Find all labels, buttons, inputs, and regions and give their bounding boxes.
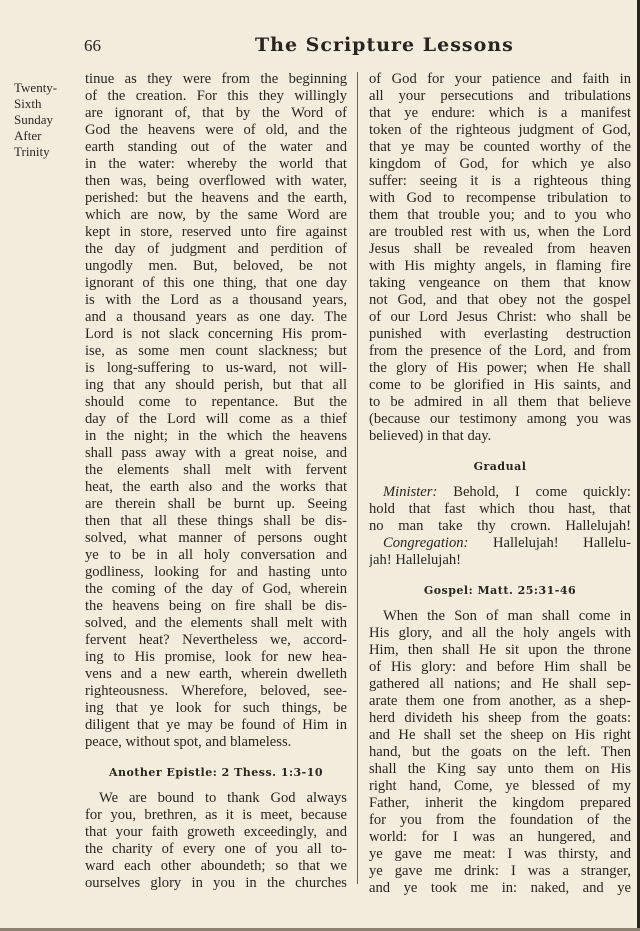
text-line: then was, being overflowed with water, <box>85 173 347 189</box>
page-number: 66 <box>84 36 101 55</box>
text-line: world: for I was an hungered, and <box>369 829 631 845</box>
text-line: right hand, Come, ye blessed of my <box>369 778 631 794</box>
text-line: ing that any should perish, but that all <box>85 377 347 393</box>
text-line: suffer: seeing it is a righteous thing <box>369 173 631 189</box>
text-line: of the creation. For this they willingly <box>85 88 347 104</box>
text-line: Lord is not slack concerning His prom- <box>85 326 347 342</box>
gradual-congregation-text <box>369 552 631 569</box>
text-line: come to be glorified in His saints, and <box>369 377 631 393</box>
sunday-label-line: Twenty- <box>14 80 58 95</box>
text-line: which are now, by the same Word are <box>85 207 347 223</box>
text-line: Jesus shall be revealed from heaven <box>369 241 631 257</box>
text-line: the heavens being on fire shall be dis- <box>85 598 347 614</box>
text-line: from the presence of the Lord, and from <box>369 343 631 359</box>
text-line: that ye may be counted worthy of the <box>369 139 631 155</box>
text-line: peace, without spot, and blameless. <box>85 734 292 750</box>
text-line: arate them one from another, as a shep- <box>369 693 631 709</box>
text-line: and He shall set the sheep on His right <box>369 727 631 743</box>
text-line: ise, as some men count slackness; but <box>85 343 347 359</box>
text-line: is with the Lord as a thousand years, <box>85 292 347 308</box>
another-epistle-heading: Another Epistle: 2 Thess. 1:3-10 <box>108 766 324 779</box>
text-line: should come to repentance. But the <box>85 394 347 410</box>
text-line: day of the Lord will come as a thief <box>85 411 347 427</box>
text-line: are therein shall be burnt up. Seeing <box>85 496 347 512</box>
text-line: the day of judgment and perdition of <box>85 241 347 257</box>
sunday-label <box>14 80 80 160</box>
text-line: ungodly men. But, beloved, be not <box>85 258 347 274</box>
gradual-minister-line <box>369 484 631 501</box>
text-line: ing that ye look for such things, be <box>85 700 347 716</box>
text-line: ye gave me drink: I was a stranger, <box>369 863 631 879</box>
text-line: ye gave me meat: I was thirsty, and <box>369 846 631 862</box>
text-line: godliness, looking for and hasting unto <box>85 564 347 580</box>
epistle-text <box>85 71 347 751</box>
text-line: perished: but the heavens and the earth, <box>85 190 347 206</box>
text-line: that ye endure: which is a manifest <box>369 105 631 121</box>
minister-label: Minister: <box>383 484 438 500</box>
text-line: not God, and that obey not the gospel <box>369 292 631 308</box>
text-line: His glory, and all the holy angels with <box>369 625 631 641</box>
text-line: them that trouble you; and to you who <box>369 207 631 223</box>
text-line: diligent that ye may be found of Him in <box>85 717 347 733</box>
text-line: kept in store, reserved unto fire against <box>85 224 347 240</box>
sunday-label-line: Sixth <box>14 96 42 111</box>
text-line: We are bound to thank God always <box>99 790 347 806</box>
running-title: The Scripture Lessons <box>255 34 514 56</box>
text-line: are ignorant of, that by the Word of <box>85 105 347 121</box>
congregation-text: Hallelujah! Hallelu- <box>468 535 631 551</box>
sunday-label-line: After <box>14 128 42 143</box>
text-line: with His mighty angels, in flaming fire <box>369 258 631 274</box>
text-line: the glory of His power; when He shall <box>369 360 631 376</box>
minister-text: Behold, I come quickly: <box>437 484 631 500</box>
text-line: solved, what manner of persons ought <box>85 530 347 546</box>
text-line: in the night; in the which the heavens <box>85 428 347 444</box>
text-line: then that all these things shall be dis- <box>85 513 347 529</box>
text-line: vens and a new earth, wherein dwelleth <box>85 666 347 682</box>
gospel-heading: Gospel: Matt. 25:31-46 <box>423 584 577 597</box>
text-line: shall pass away with a great noise, and <box>85 445 347 461</box>
text-line: tinue as they were from the beginning <box>85 71 347 87</box>
right-column <box>369 71 631 897</box>
text-line: are troubled rest with us, when the Lord <box>369 224 631 240</box>
text-line: that your faith groweth exceedingly, and <box>85 824 347 840</box>
text-line: with God to recompense tribulation to <box>369 190 631 206</box>
text-line: for you, brethren, as it is meet, because <box>85 807 347 823</box>
text-line: token of the righteous judgment of God, <box>369 122 631 138</box>
congregation-label: Congregation: <box>383 535 469 551</box>
gospel-text <box>369 608 631 897</box>
text-line: to be admired in all them that believe <box>369 394 631 410</box>
gradual-congregation-line <box>369 535 631 552</box>
text-line: all your persecutions and tribulations <box>369 88 631 104</box>
text-line: hold that fast which thou hast, that <box>369 501 631 517</box>
text-line: punished with everlasting destruction <box>369 326 631 342</box>
text-line: gathered all nations; and He shall sep- <box>369 676 631 692</box>
text-line: in the water: whereby the world that <box>85 156 347 172</box>
left-column <box>85 71 347 892</box>
text-line: taking vengeance on them that know <box>369 275 631 291</box>
text-line: for you from the foundation of the <box>369 812 631 828</box>
text-line: earth standing out of the water and <box>85 139 347 155</box>
sunday-label-line: Sunday <box>14 112 53 127</box>
text-line: ward each other aboundeth; so that we <box>85 858 347 874</box>
text-line: ignorant of this one thing, that one day <box>85 275 347 291</box>
text-line: is long-suffering to us-ward, not will- <box>85 360 347 376</box>
text-line: the charity of every one of you all to- <box>85 841 347 857</box>
text-line: ourselves glory in you in the churches <box>85 875 347 891</box>
text-line: solved, and the elements shall melt with <box>85 615 347 631</box>
sunday-label-line: Trinity <box>14 144 50 159</box>
text-line: Him, then shall He sit upon the throne <box>369 642 631 658</box>
another-epistle-text <box>85 790 347 892</box>
text-line: God the heavens were of old, and the <box>85 122 347 138</box>
text-line: and ye took me in: naked, and ye <box>369 880 631 896</box>
text-line: Father, inherit the kingdom prepared <box>369 795 631 811</box>
text-line: jah! Hallelujah! <box>369 552 461 568</box>
text-line: When the Son of man shall come in <box>383 608 631 624</box>
text-line: herd divideth his sheep from the goats: <box>369 710 631 726</box>
text-line: fervent heat? Nevertheless we, accord- <box>85 632 347 648</box>
text-line: and a thousand years as one day. The <box>85 309 347 325</box>
text-line: righteousness. Wherefore, beloved, see- <box>85 683 347 699</box>
text-line: the elements shall melt with fervent <box>85 462 347 478</box>
text-line: believed) in that day. <box>369 428 492 444</box>
gradual-heading: Gradual <box>473 460 527 473</box>
gradual-minister-text <box>369 501 631 535</box>
text-line: shall the King say unto them on His <box>369 761 631 777</box>
text-line: kingdom of God, for which ye also <box>369 156 631 172</box>
text-line: of God for your patience and faith in <box>369 71 631 87</box>
text-line: the coming of the day of God, wherein <box>85 581 347 597</box>
text-line: of our Lord Jesus Christ: who shall be <box>369 309 631 325</box>
column-divider <box>357 72 358 884</box>
text-line: heat, the earth also and the works that <box>85 479 347 495</box>
text-line: ye to be in all holy conversation and <box>85 547 347 563</box>
text-line: of His glory: and before Him shall be <box>369 659 631 675</box>
text-line: hand, but the goats on the left. Then <box>369 744 631 760</box>
text-line: (because our testimony among you was <box>369 411 631 427</box>
epistle-continuation-text <box>369 71 631 445</box>
text-line: ing to His promise, look for new hea- <box>85 649 347 665</box>
text-line: no man take thy crown. Hallelujah! <box>369 518 631 534</box>
